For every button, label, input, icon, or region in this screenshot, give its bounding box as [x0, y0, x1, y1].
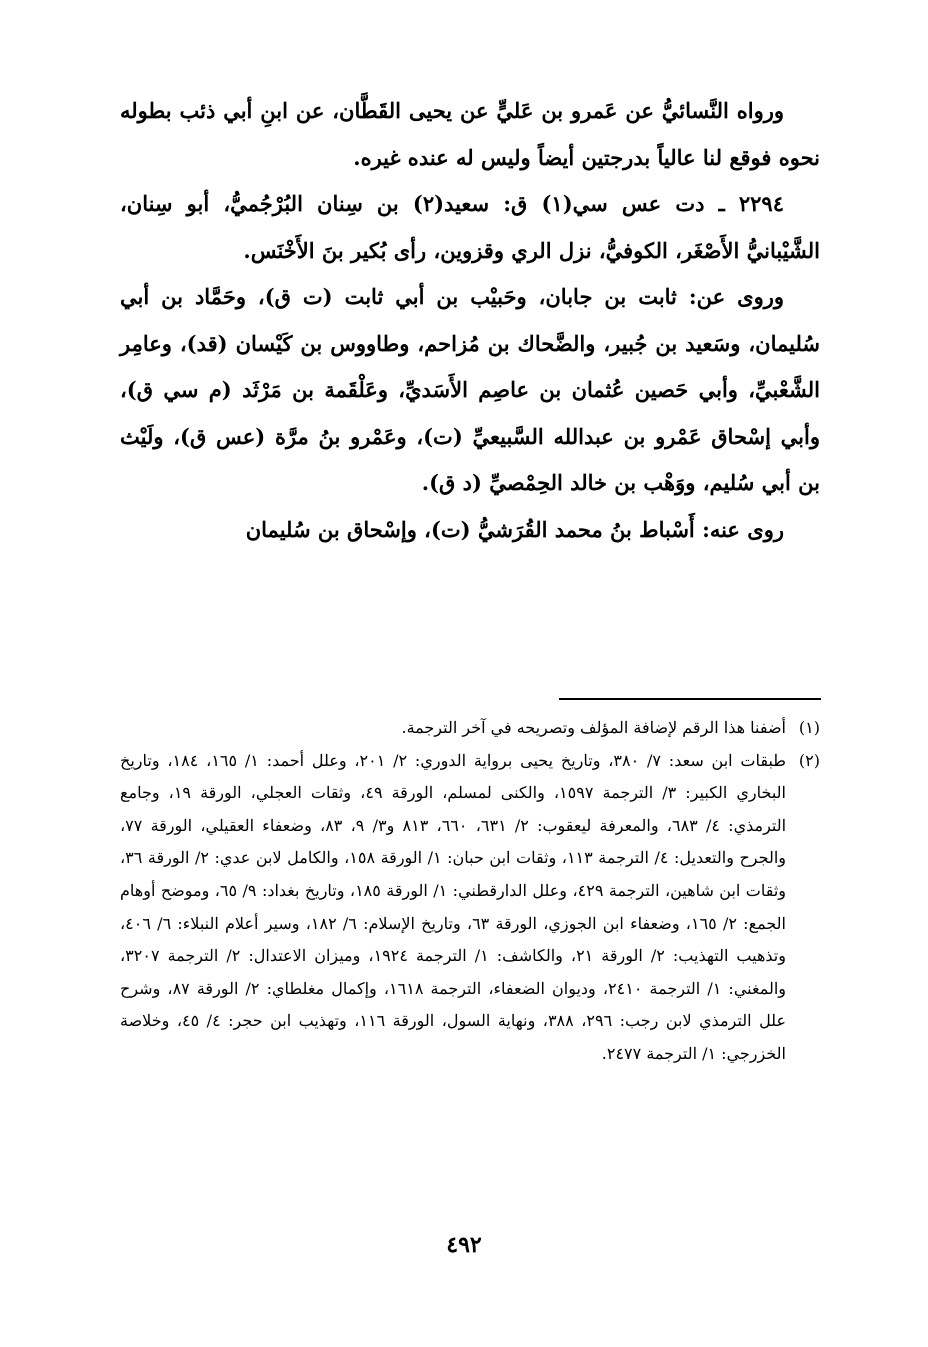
narrated-by-paragraph [120, 507, 820, 554]
footnote-2-marker: (٢) [798, 750, 820, 770]
main-text-body [120, 88, 820, 553]
entry-text: ـ دت عس سي(١) ق: سعيد(٢) بن سِنان البُرْجُميُّ، أبو سِنان، الشَّيْبانيُّ الأَصْغَر، الكوفيُّ، نزل الري وقزوين، رأى بُكير بنَ الأَخْنَس. [120, 191, 820, 263]
footnote-1-text: أضفنا هذا الرقم لإضافة المؤلف وتصريحه في آخر الترجمة. [401, 718, 786, 737]
narrated-by-text: أَسْباط بنُ محمد القُرَشيُّ (ت)، وإسْحاق بن سُليمان [245, 516, 695, 542]
footnote-separator [559, 698, 821, 700]
narrated-from-label: وروى عن: [688, 284, 784, 309]
page-number: ٤٩٢ [446, 1232, 482, 1258]
paragraph-narration-text: ورواه النَّسائيُّ عن عَمرو بن عَليٍّ عن يحيى القَطَّان، عن ابنِ أبي ذئب بطوله نحوه فوقع لنا عالياً بدرجتين أيضاً وليس له عنده غيره. [120, 98, 820, 170]
footnote-1 [120, 712, 820, 745]
footnote-2 [120, 745, 820, 1071]
footnotes [120, 712, 820, 1071]
narrated-from-paragraph [120, 274, 820, 507]
paragraph-narration [120, 88, 820, 181]
entry-number: ٢٢٩٤ [738, 191, 784, 216]
narrated-from-text: ثابت بن جابان، وحَبيْب بن أبي ثابت (ت ق)، وحَمَّاد بن أبي سُليمان، وسَعيد بن جُبير، والضَّحاك بن مُزاحم، وطاووس بن كَيْسان (قد)، وعامِر الشَّعْبيِّ، وأبي حَصين عُثمان بن عاصِم الأَسَديِّ، وعَلْقَمة بن مَرْثَد (م سي ق)، وأبي إسْحاق عَمْرو بن عبدالله السَّبيعيِّ (ت)، وعَمْرو بنُ مرَّة (عس ق)، ولَيْث بن أبي سُليم، ووَهْب بن خالد الحِمْصيِّ (د ق). [120, 284, 820, 495]
footnote-1-marker: (١) [798, 718, 820, 737]
narrated-by-label: روى عنه: [702, 516, 784, 542]
footnote-2-text: طبقات ابن سعد: ٧/ ٣٨٠، وتاريخ يحيى برواية الدوري: ٢/ ٢٠١، وعلل أحمد: ١/ ١٦٥، ١٨٤، وتاريخ البخاري الكبير: ٣/ الترجمة ١٥٩٧، والكنى لمسلم، الورقة ٤٩، وثقات العجلي، الورقة ١٩، وجامع الترمذي: ٤/ ٦٨٣، والمعرفة ليعقوب: ٢/ ٦٣١، ٦٦٠، ٨١٣ و٣/ ٩، ٨٣، وضعفاء العقيلي، الورقة ٧٧، والجرح والتعديل: ٤/ الترجمة ١١٣، وثقات ابن حبان: ١/ الورقة ١٥٨، والكامل لابن عدي: ٢/ الورقة ٣٦، وثقات ابن شاهين، الترجمة ٤٢٩، وعلل الدارقطني: ١/ الورقة ١٨٥، وتاريخ بغداد: ٩/ ٦٥، وموضح أوهام الجمع: ٢/ ١٦٥، وضعفاء ابن الجوزي، الورقة ٦٣، وتاريخ الإسلام: ٦/ ١٨٢، وسير أعلام النبلاء: ٦/ ٤٠٦، وتذهيب التهذيب: ٢/ الورقة ٢١، والكاشف: ١/ الترجمة ١٩٢٤، وميزان الاعتدال: ٢/ الترجمة ٣٢٠٧، والمغني: ١/ الترجمة ٢٤١٠، وديوان الضعفاء، الترجمة ١٦١٨، وإكمال مغلطاي: ٢/ الورقة ٨٧، وشرح علل الترمذي لابن رجب: ٢٩٦، ٣٨٨، ونهاية السول، الورقة ١١٦، وتهذيب ابن حجر: ٤/ ٤٥، وخلاصة الخزرجي: ١/ الترجمة ٢٤٧٧. [120, 750, 787, 1063]
biography-entry [120, 181, 820, 274]
